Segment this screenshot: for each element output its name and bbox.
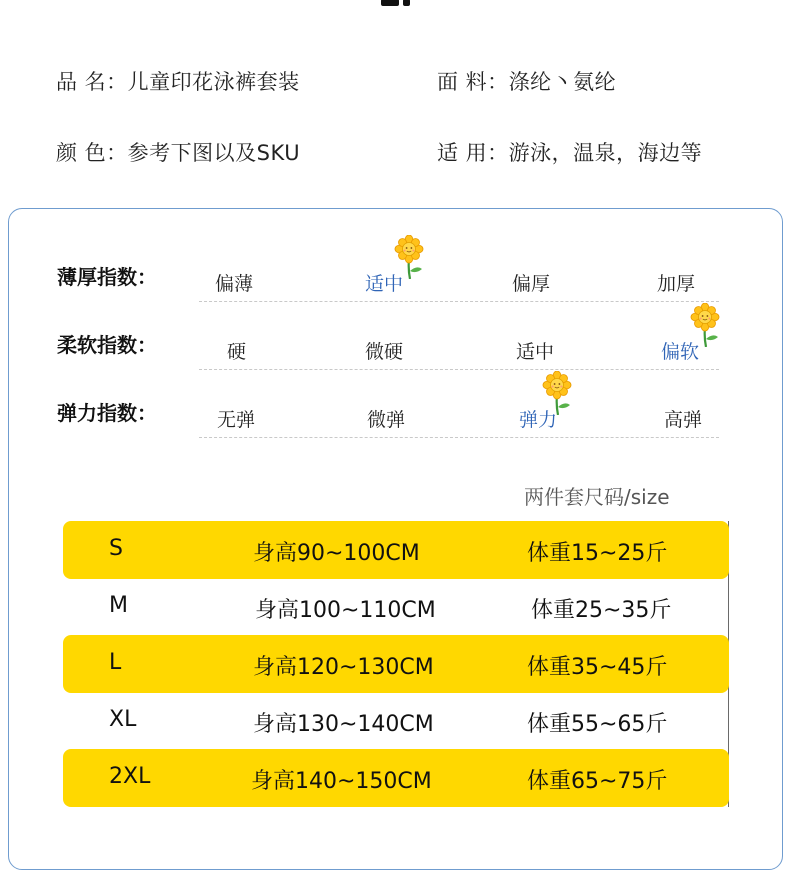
index-row-thickness [9, 261, 784, 301]
size-height: 身高120~130CM [253, 655, 434, 680]
size-height: 身高90~100CM [253, 541, 420, 566]
spec-card [8, 208, 783, 870]
size-weight: 体重25~35斤 [531, 598, 672, 623]
product-name: 品 名：儿童印花泳裤套装 [56, 70, 300, 94]
spec-row-2 [0, 137, 790, 177]
index-option: 适中 [516, 341, 555, 363]
index-option: 偏薄 [215, 273, 254, 295]
index-option: 微硬 [365, 341, 404, 363]
size-label: 2XL [109, 764, 151, 789]
size-caption: 两件套尺码/size [524, 485, 670, 509]
index-row-softness [9, 329, 784, 369]
size-row [63, 635, 729, 693]
index-label: 薄厚指数： [57, 265, 157, 289]
index-option-selected: 弹力 [519, 409, 558, 431]
index-label: 柔软指数： [57, 333, 157, 357]
index-option: 高弹 [664, 409, 703, 431]
size-label: M [109, 593, 128, 618]
color-note: 颜 色：参考下图以及SKU [56, 141, 301, 165]
dashed-divider [199, 369, 719, 370]
cropped-heading-fragment [377, 0, 413, 6]
spec-row-1 [0, 66, 790, 106]
index-option-selected: 偏软 [661, 341, 700, 363]
material: 面 料：涤纶丶氨纶 [437, 70, 617, 94]
index-option: 微弹 [367, 409, 406, 431]
size-row [63, 578, 729, 636]
size-label: L [109, 650, 122, 675]
index-option: 加厚 [657, 273, 696, 295]
index-label: 弹力指数： [57, 401, 157, 425]
size-height: 身高130~140CM [253, 712, 434, 737]
index-option: 硬 [227, 341, 247, 363]
index-option: 无弹 [217, 409, 256, 431]
dashed-divider [199, 301, 719, 302]
size-weight: 体重15~25斤 [527, 541, 668, 566]
size-row [63, 521, 729, 579]
usage: 适 用：游泳，温泉，海边等 [437, 141, 703, 165]
index-option: 偏厚 [512, 273, 551, 295]
size-height: 身高140~150CM [251, 769, 432, 794]
size-height: 身高100~110CM [255, 598, 436, 623]
size-row [63, 692, 729, 750]
size-row [63, 749, 729, 807]
size-weight: 体重55~65斤 [527, 712, 668, 737]
dashed-divider [199, 437, 719, 438]
size-weight: 体重65~75斤 [527, 769, 668, 794]
size-weight: 体重35~45斤 [527, 655, 668, 680]
size-table [63, 521, 729, 807]
size-label: S [109, 536, 123, 561]
index-row-elasticity [9, 397, 784, 437]
index-option-selected: 适中 [365, 273, 404, 295]
size-label: XL [109, 707, 137, 732]
